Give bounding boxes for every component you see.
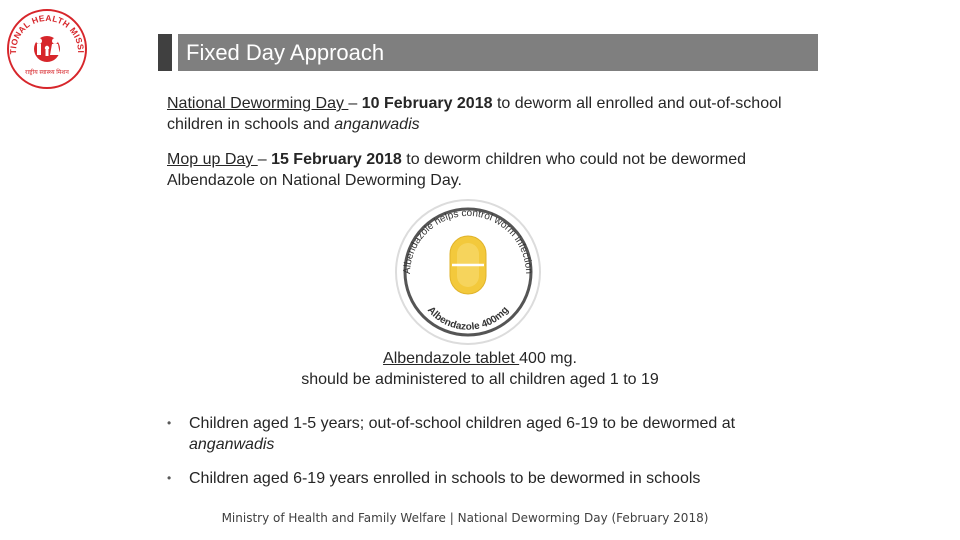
mop-up-day-text xyxy=(167,149,807,191)
national-day-dash: – xyxy=(348,95,362,112)
footer-text: Ministry of Health and Family Welfare | National Deworming Day (February 2018) xyxy=(221,511,709,525)
bullet-item-1-text xyxy=(189,413,819,455)
bullet-marker: • xyxy=(167,416,172,430)
page-title: Fixed Day Approach xyxy=(186,40,385,65)
logo-hindi-text: राष्ट्रीय स्वास्थ्य मिशन xyxy=(25,70,69,76)
mop-up-label: Mop up Day xyxy=(167,151,258,168)
tablet-label: Albendazole tablet xyxy=(383,350,520,367)
national-day-label: National Deworming Day xyxy=(167,95,349,112)
title-gap xyxy=(172,34,178,71)
nhm-logo xyxy=(6,8,88,90)
mop-up-dash: – xyxy=(257,151,272,168)
bullet-1-anganwadis: anganwadis xyxy=(189,436,275,453)
title-bar xyxy=(158,34,818,71)
national-day-anganwadis: anganwadis xyxy=(334,116,420,133)
tablet-caption xyxy=(240,348,720,369)
tablet-dose: 400 mg. xyxy=(519,350,577,367)
pill-bottom-text: Albendazole 400mg xyxy=(424,304,512,333)
mop-up-desc: to deworm children who could not be dewormed Albendazole on National Deworming Day. xyxy=(167,151,746,189)
national-day-desc: to deworm all enrolled and out-of-school children in schools and xyxy=(167,95,782,133)
bullet-item-2-text: Children aged 6-19 years enrolled in schools to be dewormed in schools xyxy=(189,470,701,487)
bullet-marker: • xyxy=(167,471,172,485)
national-deworming-day-text xyxy=(167,93,807,135)
national-day-date: 10 February 2018 xyxy=(361,95,493,112)
pill-top-text: Albendazole helps control worm infection xyxy=(401,207,535,275)
administration-note: should be administered to all children aged 1 to 19 xyxy=(301,371,659,388)
mop-up-date: 15 February 2018 xyxy=(271,151,402,168)
albendazole-tablet-image xyxy=(392,196,544,346)
title-accent xyxy=(158,34,172,71)
logo-ring-text: TIONAL HEALTH MISSI xyxy=(7,12,87,55)
bullet-1-main: Children aged 1-5 years; out-of-school children aged 6-19 to be dewormed at xyxy=(189,415,736,432)
